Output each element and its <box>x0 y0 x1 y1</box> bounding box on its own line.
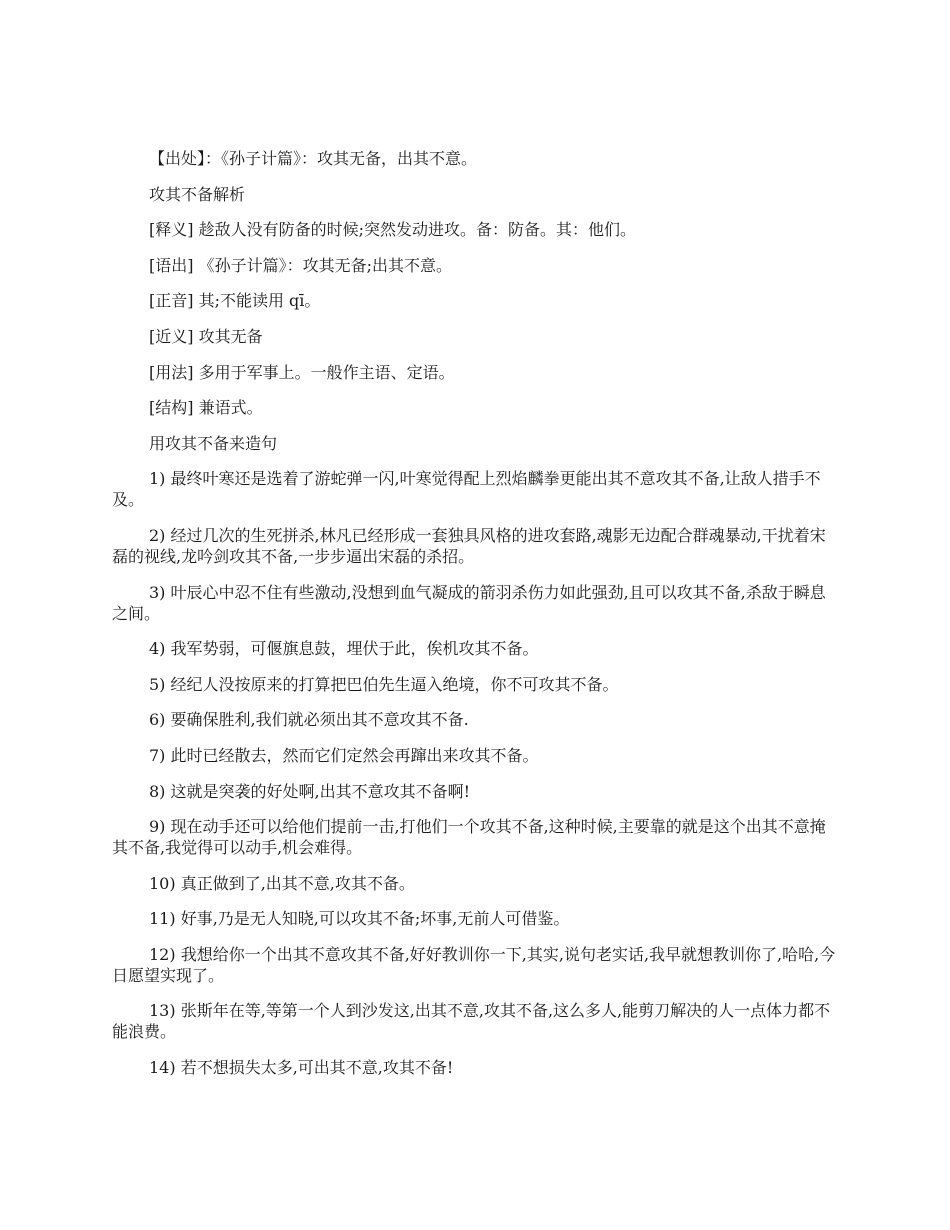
example-sentence-8: 8) 这就是突袭的好处啊,出其不意攻其不备啊! <box>149 781 471 801</box>
example-sentence-7: 7) 此时已经散去，然而它们定然会再蹿出来攻其不备。 <box>149 745 539 765</box>
origin-line: [语出] 《孙子计篇》：攻其无备;出其不意。 <box>149 255 452 275</box>
example-sentence-14: 14) 若不想损失太多,可出其不意,攻其不备! <box>149 1058 454 1078</box>
synonym-line: [近义] 攻其无备 <box>149 326 263 346</box>
example-sentence-9: 9) 现在动手还可以给他们提前一击,打他们一个攻其不备,这种时候,主要靠的就是这个出其不意掩其不备,我觉得可以动手,机会难得。 <box>112 817 826 858</box>
document-page <box>112 148 836 1093</box>
example-sentence-4: 4) 我军势弱，可偃旗息鼓，埋伏于此，俟机攻其不备。 <box>149 639 539 659</box>
definition-line: [释义] 趁敌人没有防备的时候;突然发动进攻。备：防备。其：他们。 <box>149 220 636 240</box>
example-sentence-5: 5) 经纪人没按原来的打算把巴伯先生逼入绝境，你不可攻其不备。 <box>149 674 619 694</box>
example-sentence-6: 6) 要确保胜利,我们就必须出其不意攻其不备. <box>149 710 469 730</box>
example-sentence-13: 13) 张斯年在等,等第一个人到沙发这,出其不意,攻其不备,这么多人,能剪刀解决的人一点体力都不能浪费。 <box>112 1001 831 1042</box>
pronunciation-line: [正音] 其;不能读用 qī。 <box>149 291 321 311</box>
example-sentence-1: 1) 最终叶寒还是选着了游蛇弹一闪,叶寒觉得配上烈焰麟拳更能出其不意攻其不备,让敌人措手不及。 <box>112 469 821 510</box>
examples-heading: 用攻其不备来造句 <box>149 433 278 453</box>
example-sentence-2: 2) 经过几次的生死拼杀,林凡已经形成一套独具风格的进攻套路,魂影无边配合群魂暴动,干扰着宋磊的视线,龙吟剑攻其不备,一步步逼出宋磊的杀招。 <box>112 525 826 566</box>
example-sentence-12: 12) 我想给你一个出其不意攻其不备,好好教训你一下,其实,说句老实话,我早就想教训你了,哈哈,今日愿望实现了。 <box>112 944 836 985</box>
analysis-heading: 攻其不备解析 <box>149 184 246 204</box>
structure-line: [结构] 兼语式。 <box>149 398 263 418</box>
usage-line: [用法] 多用于军事上。一般作主语、定语。 <box>149 362 455 382</box>
example-sentence-10: 10) 真正做到了,出其不意,攻其不备。 <box>149 873 415 893</box>
example-sentence-11: 11) 好事,乃是无人知晓,可以攻其不备;坏事,无前人可借鉴。 <box>149 909 570 929</box>
example-sentence-3: 3) 叶辰心中忍不住有些激动,没想到血气凝成的箭羽杀伤力如此强劲,且可以攻其不备,杀敌于瞬息之间。 <box>112 582 826 623</box>
source-line: 【出处】：《孙子计篇》：攻其无备，出其不意。 <box>149 149 478 168</box>
